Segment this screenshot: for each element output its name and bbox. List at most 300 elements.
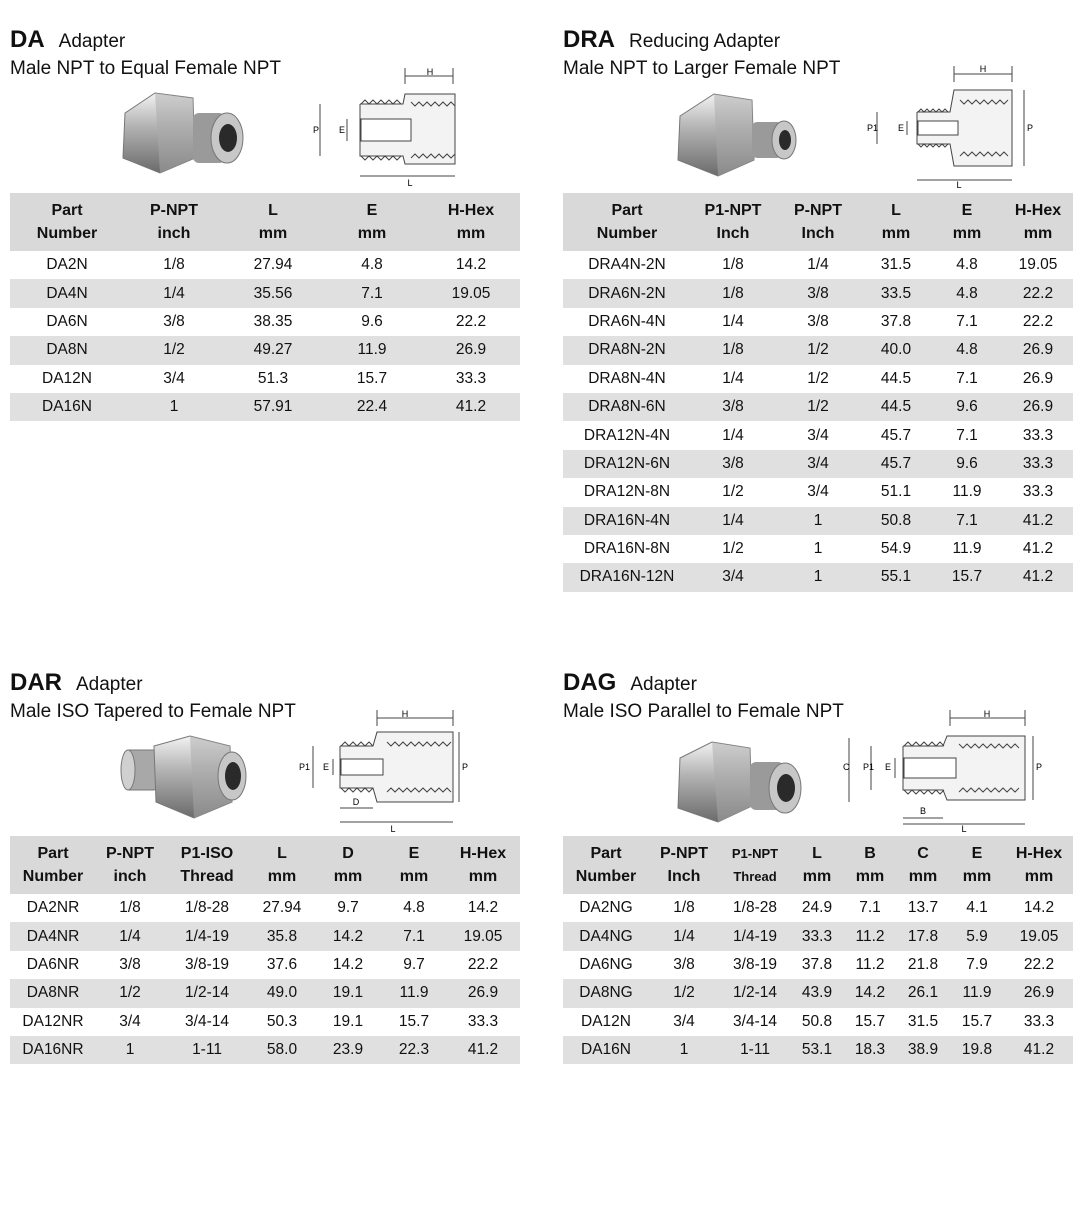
table-cell: 15.7 [854,1012,886,1030]
column-header [250,836,314,894]
column-header-line: mm [855,868,885,885]
dar-dim-e: E [323,762,330,772]
column-header [96,836,164,894]
table-cell: 35.8 [250,922,314,950]
table-cell: 3/8 [775,279,861,307]
dar-kind: Adapter [76,674,143,695]
column-header-line: Number [36,225,98,242]
table-cell: DA8NG [563,979,649,1007]
table-cell: 14.2 [332,955,364,973]
table-cell: 3/4-14 [733,1012,777,1030]
dag-spec-table [563,836,1073,1064]
table-cell: 3/8 [807,312,829,330]
column-header-line: E [961,202,973,219]
table-cell: DA8N [10,336,124,364]
dra-spec-table [563,193,1073,592]
table-cell: 19.1 [314,979,382,1007]
table-row [563,507,1073,535]
table-cell: DRA8N-2N [563,336,691,364]
table-cell: 1/2 [96,979,164,1007]
table-cell: 26.9 [1003,393,1073,421]
dar-product-photo [120,732,250,824]
table-cell: DRA6N-4N [588,312,666,330]
column-header-line: inch [157,225,191,242]
table-cell: 3/8 [691,393,775,421]
table-row [563,421,1073,449]
table-cell: 27.94 [253,256,293,274]
table-cell: 1-11 [164,1036,250,1064]
table-cell: 53.1 [791,1036,843,1064]
table-cell: 1/8 [673,899,695,917]
dag-dim-c: C [843,762,850,772]
table-cell: 1/4-19 [719,922,791,950]
table-cell: DA2NR [26,899,80,917]
column-header-line: H-Hex [459,845,507,862]
table-cell: 33.5 [861,279,931,307]
column-header-line: Number [575,868,637,885]
table-cell: 1 [96,1036,164,1064]
table-cell: 1/4 [722,312,744,330]
column-header-line: L [891,202,901,219]
dra-title [563,26,1073,54]
table-cell: DA4NG [563,922,649,950]
dag-dimension-drawing [835,706,1050,834]
table-cell: 3/4-14 [185,1012,229,1030]
table-cell: 7.1 [382,922,446,950]
column-header-line: P-NPT [794,202,842,219]
table-cell: DA6NR [26,955,80,973]
column-header-line: L [268,202,278,219]
column-header-line: mm [952,225,982,242]
table-cell: 37.6 [266,955,298,973]
table-cell: 22.2 [467,955,499,973]
table-cell: 26.9 [1003,336,1073,364]
table-cell: 4.8 [931,336,1003,364]
table-cell: DRA8N-4N [588,369,666,387]
dag-kind: Adapter [630,674,697,695]
dar-dim-p1: P1 [299,762,311,772]
table-cell: 15.7 [931,563,1003,591]
column-header [446,836,520,894]
table-cell: 50.8 [861,507,931,535]
table-cell: DA4NR [10,922,96,950]
table-row [10,336,520,364]
column-header-line: L [812,845,822,862]
column-header [224,193,322,251]
table-cell: 13.7 [907,899,939,917]
column-header-line: Thread [733,869,777,884]
table-cell: 26.1 [897,979,949,1007]
table-cell: 21.8 [907,955,939,973]
table-cell: 11.9 [952,483,982,501]
table-cell: 9.6 [931,393,1003,421]
table-cell: 14.2 [467,899,499,917]
dar-dim-h: H [401,709,409,719]
column-header [791,836,843,894]
table-row [563,979,1073,1007]
column-header-line: Part [590,845,622,862]
column-header-line: Number [22,868,84,885]
table-cell: 11.9 [952,540,982,558]
table-cell: 33.3 [1023,1012,1055,1030]
table-cell: DA16N [563,1036,649,1064]
dra-dim-p: P [1027,123,1034,133]
da-kind: Adapter [58,31,126,52]
table-cell: 1/4 [124,279,224,307]
column-header-line: P1-ISO [180,845,234,862]
table-row [10,922,520,950]
table-cell: DRA16N-4N [563,507,691,535]
table-cell: 3/4 [775,450,861,478]
table-cell: DA2NG [579,899,633,917]
table-header-row [563,193,1073,251]
table-cell: DA12N [42,369,92,387]
table-row [563,1008,1073,1036]
table-row [563,279,1073,307]
table-cell: 1/8 [691,279,775,307]
table-cell: 1/8 [691,336,775,364]
table-header-row [563,836,1073,894]
table-cell: 15.7 [356,369,388,387]
table-row [563,365,1073,393]
table-cell: 3/8 [119,955,141,973]
table-cell: 41.2 [1003,507,1073,535]
dra-dim-l: L [956,180,962,190]
table-cell: 1/4 [807,256,829,274]
table-row [563,251,1073,279]
column-header-line: mm [802,868,832,885]
column-header-line: Part [51,202,83,219]
column-header-line: Part [37,845,69,862]
table-cell: 1/4 [722,369,744,387]
table-cell: 9.6 [931,450,1003,478]
table-cell: 55.1 [861,563,931,591]
table-cell: 3/8 [163,312,185,330]
table-row [10,1036,520,1064]
dag-dim-b: B [919,806,927,816]
table-cell: 1/8 [119,899,141,917]
table-cell: 5.9 [949,922,1005,950]
column-header-line: D [342,845,354,862]
column-header-line: Inch [667,868,701,885]
column-header [843,836,897,894]
dra-dim-p1: P1 [867,123,879,133]
column-header-line: mm [1024,868,1054,885]
table-cell: DA12NR [22,1012,84,1030]
table-cell: 49.27 [224,336,322,364]
table-cell: 41.2 [422,393,520,421]
dar-subtitle: Male ISO Tapered to Female NPT [10,701,296,722]
table-cell: DRA12N-4N [583,426,671,444]
table-cell: 22.2 [1023,955,1055,973]
column-header-line: Part [611,202,643,219]
table-cell: 4.8 [956,256,978,274]
dar-title [10,669,520,697]
table-cell: 7.1 [956,426,978,444]
column-header [382,836,446,894]
da-title [10,26,520,54]
table-cell: 44.5 [880,369,912,387]
table-cell: 1/4 [649,922,719,950]
table-cell: 40.0 [861,336,931,364]
table-cell: 41.2 [1003,563,1073,591]
table-cell: DA6N [46,312,88,330]
da-spec-table [10,193,520,421]
table-row [10,951,520,979]
table-header-row [10,193,520,251]
column-header [422,193,520,251]
column-header [563,836,649,894]
table-cell: 22.2 [1003,279,1073,307]
table-row [10,279,520,307]
table-cell: 41.2 [1022,540,1054,558]
dag-title [563,669,1073,697]
column-header-line: mm [908,868,938,885]
table-row [10,894,520,922]
table-cell: 22.3 [382,1036,446,1064]
table-cell: 37.8 [880,312,912,330]
column-header-line: mm [881,225,911,242]
table-row [563,563,1073,591]
table-cell: 26.9 [1005,979,1073,1007]
table-cell: 41.2 [1005,1036,1073,1064]
column-header [314,836,382,894]
table-cell: 3/4 [119,1012,141,1030]
table-cell: 11.9 [322,336,422,364]
column-header [719,836,791,894]
table-cell: 1/2 [649,979,719,1007]
table-cell: 37.8 [801,955,833,973]
table-cell: 1/2 [722,483,744,501]
table-cell: 18.3 [843,1036,897,1064]
column-header [124,193,224,251]
table-cell: 11.2 [843,922,897,950]
column-header [322,193,422,251]
dag-product-photo [672,738,807,830]
table-cell: 57.91 [224,393,322,421]
table-cell: 4.8 [361,256,383,274]
dra-dimension-drawing [862,62,1042,190]
column-header-line: H-Hex [447,202,495,219]
table-cell: 33.3 [1022,483,1054,501]
table-cell: DRA6N-2N [563,279,691,307]
column-header [164,836,250,894]
table-cell: 33.3 [1003,450,1073,478]
table-cell: 1/8-28 [185,899,229,917]
table-cell: 41.2 [446,1036,520,1064]
dar-code: DAR [10,669,62,696]
column-header [775,193,861,251]
table-cell: 1/4 [96,922,164,950]
table-cell: 35.56 [224,279,322,307]
table-cell: 9.7 [403,955,425,973]
table-cell: 7.1 [859,899,881,917]
column-header-line: mm [456,225,486,242]
column-header [10,193,124,251]
column-header-line: mm [1023,225,1053,242]
table-cell: 1/2 [722,540,744,558]
table-cell: 4.8 [931,279,1003,307]
table-cell: 1 [124,393,224,421]
table-cell: 33.3 [455,369,487,387]
table-row [10,979,520,1007]
table-cell: 1/8 [722,256,744,274]
table-cell: 1/4 [722,426,744,444]
table-cell: 1-11 [719,1036,791,1064]
table-cell: 19.8 [949,1036,1005,1064]
table-cell: 1/8-28 [733,899,777,917]
column-header-line: P-NPT [106,845,154,862]
table-row [563,535,1073,563]
dag-subtitle: Male ISO Parallel to Female NPT [563,701,844,722]
table-cell: 14.2 [314,922,382,950]
column-header-line: Number [596,225,658,242]
column-header-line: L [277,845,287,862]
dar-dim-d: D [352,797,360,807]
table-cell: 19.05 [446,922,520,950]
table-row [563,951,1073,979]
table-row [10,308,520,336]
table-cell: 31.5 [907,1012,939,1030]
table-cell: 1/4-19 [164,922,250,950]
column-header-line: mm [258,225,288,242]
column-header-line: mm [267,868,297,885]
table-cell: 3/8 [673,955,695,973]
table-cell: 1/2 [807,369,829,387]
table-row [563,308,1073,336]
table-cell: 11.9 [382,979,446,1007]
table-cell: DA2N [46,256,88,274]
table-cell: 1 [775,507,861,535]
table-cell: 1 [775,563,861,591]
table-cell: 9.6 [361,312,383,330]
table-cell: 58.0 [250,1036,314,1064]
column-header [1005,836,1073,894]
table-cell: 19.1 [332,1012,364,1030]
dra-dim-e: E [898,123,905,133]
table-cell: DRA16N-8N [583,540,671,558]
table-cell: 26.9 [446,979,520,1007]
table-row [563,393,1073,421]
table-cell: 22.2 [455,312,487,330]
table-cell: 24.9 [801,899,833,917]
table-cell: 7.1 [931,507,1003,535]
table-cell: 7.1 [956,312,978,330]
table-cell: DRA4N-2N [588,256,666,274]
column-header [691,193,775,251]
column-header [861,193,931,251]
table-cell: DA16NR [10,1036,96,1064]
table-cell: 7.1 [956,369,978,387]
column-header [563,193,691,251]
table-cell: 23.9 [314,1036,382,1064]
column-header-line: E [971,845,983,862]
table-cell: 22.4 [322,393,422,421]
table-cell: 1/2-14 [164,979,250,1007]
column-header [10,836,96,894]
table-cell: DA16N [10,393,124,421]
column-header-line: inch [113,868,147,885]
table-cell: DRA12N-8N [583,483,671,501]
table-cell: 1/2-14 [719,979,791,1007]
table-cell: 38.9 [897,1036,949,1064]
table-cell: 15.7 [398,1012,430,1030]
table-cell: DRA12N-6N [563,450,691,478]
table-cell: 14.2 [1023,899,1055,917]
table-cell: 11.2 [855,955,885,973]
table-row [563,478,1073,506]
table-row [563,1036,1073,1064]
table-cell: 26.9 [422,336,520,364]
table-cell: 1 [649,1036,719,1064]
table-row [563,894,1073,922]
column-header-line: H-Hex [1015,845,1063,862]
table-row [10,365,520,393]
da-product-photo [115,88,250,178]
da-dim-e: E [339,125,346,135]
dag-dim-p1: P1 [863,762,875,772]
table-cell: 3/4 [163,369,185,387]
table-cell: DA12N [581,1012,631,1030]
table-cell: 3/4 [807,483,829,501]
column-header-line: Thread [180,868,234,885]
table-cell: 33.3 [467,1012,499,1030]
dag-dim-h: H [983,709,991,719]
column-header-line: H-Hex [1014,202,1062,219]
dra-kind: Reducing Adapter [629,31,781,52]
table-cell: 19.05 [1005,922,1073,950]
table-row [563,336,1073,364]
table-cell: 15.7 [961,1012,993,1030]
table-cell: 14.2 [843,979,897,1007]
table-cell: 11.9 [949,979,1005,1007]
table-cell: 7.9 [966,955,988,973]
column-header [949,836,1005,894]
table-cell: 1 [813,540,823,558]
table-row [10,251,520,279]
column-header-line: P-NPT [660,845,708,862]
dra-subtitle: Male NPT to Larger Female NPT [563,58,841,79]
dar-dim-l: L [390,824,396,834]
dar-dimension-drawing [295,706,475,834]
column-header-line: E [408,845,420,862]
column-header-line: E [366,202,378,219]
column-header [931,193,1003,251]
table-cell: 1/2 [775,336,861,364]
da-code: DA [10,26,45,53]
table-header-row [10,836,520,894]
da-dim-p: P [313,125,320,135]
table-row [10,393,520,421]
dag-dim-p: P [1036,762,1043,772]
table-cell: 1/8 [163,256,185,274]
column-header [897,836,949,894]
column-header-line: Inch [801,225,835,242]
table-cell: 31.5 [880,256,912,274]
table-cell: 1/2 [124,336,224,364]
table-cell: 22.2 [1022,312,1054,330]
table-cell: 33.3 [1022,426,1054,444]
table-cell: 49.0 [250,979,314,1007]
table-cell: 19.05 [422,279,520,307]
table-row [563,450,1073,478]
table-cell: 50.3 [266,1012,298,1030]
column-header-line: Inch [716,225,750,242]
da-dim-l: L [407,178,413,188]
table-cell: DRA16N-12N [563,563,691,591]
column-header-line: P1-NPT [731,846,779,861]
table-cell: 3/4 [691,563,775,591]
